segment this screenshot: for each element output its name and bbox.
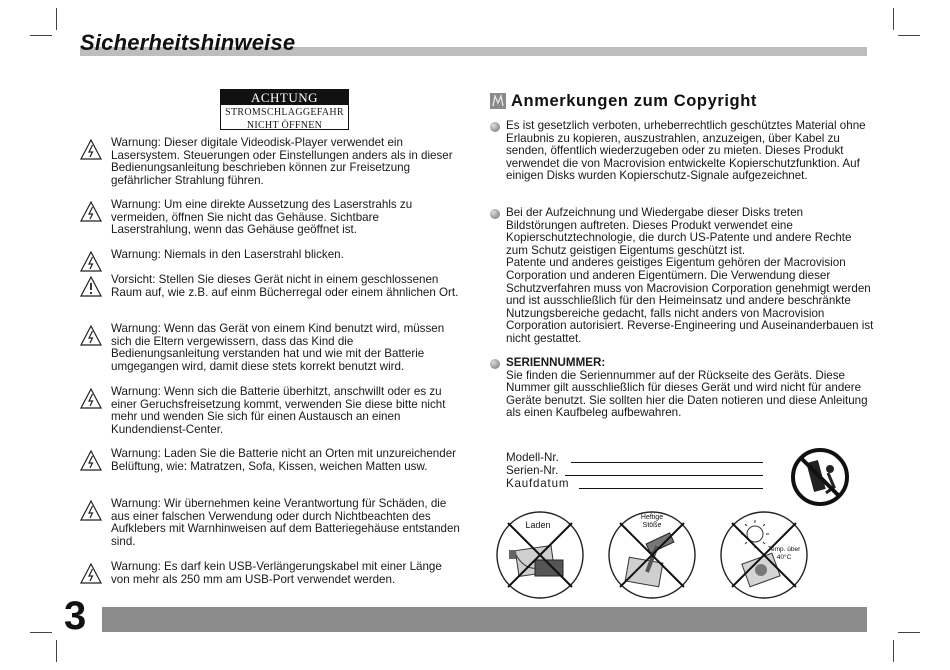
crop-mark xyxy=(898,632,920,633)
bullet-text: Patente und anderes geistiges Eigentum gehören der Macrovision Corporation und anderen Eigentümern. Die Verwendung dieser Schutzverfahren muss von Macrovision Corporation genehmigt werden und ist ausschließlich für den Heimeinsatz und andere beschränkte Nutzungsbereiche gedacht, falls nicht anders von Macrovision Corporation autorisiert. Reverse-Engineering und Auseinanderbauen ist nicht gestattet. xyxy=(506,256,874,345)
model-number-field xyxy=(506,451,559,464)
no-climbing-icon xyxy=(790,447,850,507)
achtung-line1: STROMSCHLAGGEFAHR xyxy=(225,107,344,118)
serial-label: Serien-Nr. xyxy=(506,464,559,477)
heat-label xyxy=(766,546,802,561)
serial-heading: SERIENNUMMER: xyxy=(506,356,606,369)
crop-mark xyxy=(56,640,57,662)
lightning-warning-icon xyxy=(80,201,102,223)
laden-label: Laden xyxy=(525,520,551,530)
lightning-warning-icon xyxy=(80,450,102,472)
heat-label-line1: Temp. über xyxy=(767,546,801,553)
achtung-line2: NICHT ÖFFNEN xyxy=(246,120,323,130)
lightning-warning-icon xyxy=(80,139,102,161)
warning-text: Warnung: Es darf kein USB-Verlängerungskabel mit einer Länge von mehr als 250 mm am USB-Port verwendet werden. xyxy=(111,560,442,586)
bullet-dot-icon xyxy=(490,359,500,369)
bullet-text-group xyxy=(506,207,874,346)
crop-mark xyxy=(56,8,57,30)
achtung-title: ACHTUNG xyxy=(221,90,348,105)
lightning-warning-icon xyxy=(80,388,102,410)
crop-mark xyxy=(30,632,52,633)
crop-mark xyxy=(898,35,920,36)
copyright-title: Anmerkungen zum Copyright xyxy=(511,92,758,110)
serial-number-field xyxy=(506,464,558,477)
lightning-warning-icon xyxy=(80,500,102,522)
date-label: Kaufdatum xyxy=(506,477,570,490)
footer-bar xyxy=(102,607,867,632)
bullet-text: Es ist gesetzlich verboten, urheberrechtlich geschütztes Material ohne Erlaubnis zu kopieren, auszustrahlen, anzuzeigen, über Kabel zu senden, öffentlich wiederzugeben oder zu mieten. Dieses Produkt verwendet die von Macrovision entwickelte Kopierschutzfunktion. Auf einigen Disks wurden Kopierschutz-Signale aufgezeichnet. xyxy=(506,119,866,183)
serial-line xyxy=(565,475,763,476)
warning-text: Warnung: Niemals in den Laserstrahl blicken. xyxy=(111,248,344,261)
serial-text: Sie finden die Seriennummer auf der Rückseite des Geräts. Diese Nummer gilt ausschließlich für dieses Gerät und wird nicht für andere Geräte benutzt. Sie sollten hier die Daten notieren und diese Anleitung als einen Kaufbeleg aufbewahren. xyxy=(506,368,868,420)
serial-text-group xyxy=(506,357,874,420)
lightning-warning-icon xyxy=(80,251,102,273)
bullet-dot-icon xyxy=(490,122,500,132)
warning-text: Vorsicht: Stellen Sie dieses Gerät nicht in einem geschlossenen Raum auf, wie z.B. auf einm Bücherregal oder einem ähnlichen Ort. xyxy=(111,273,459,299)
lightning-warning-icon xyxy=(80,325,102,347)
bullet-text: Bei der Aufzeichnung und Wiedergabe dieser Disks treten Bildstörungen auftreten. Dieses Produkt verwendet eine Kopierschutztechnologie, die durch US-Patente und andere Rechte zum Schutz geistigen Eigentums geschützt ist. xyxy=(506,206,852,257)
impact-label-line1: Heftige xyxy=(640,514,664,521)
warning-text: Warnung: Um eine direkte Aussetzung des Laserstrahls zu vermeiden, öffnen Sie nicht das Gehäuse. Sichtbare Laserstrahlung, wenn das Gehäuse geöffnet ist. xyxy=(111,198,413,237)
exclamation-warning-icon xyxy=(80,276,102,298)
model-line xyxy=(571,462,763,463)
crop-mark xyxy=(893,640,894,662)
warning-text: Warnung: Wenn sich die Batterie überhitzt, anschwillt oder es zu einer Geruchsfreisetzung kommt, verwenden Sie diese bitte nicht mehr und wenden Sie sich für einen Austausch an einen Kundendienst-Center. xyxy=(111,385,446,436)
warning-text: Warnung: Wir übernehmen keine Verantwortung für Schäden, die aus einer falschen Verwendung oder durch Nichtbeachten des Aufklebers mit Warnhinweisen auf dem Batteriegehäuse entstanden sind. xyxy=(111,497,460,548)
warning-text: Warnung: Laden Sie die Batterie nicht an Orten mit unzureichender Belüftung, wie: Matratzen, Sofa, Kissen, weichen Matten usw. xyxy=(111,447,457,473)
warning-text: Warnung: Wenn das Gerät von einem Kind benutzt wird, müssen sich die Eltern vergewissern, dass das Kind die Bedienungsanleitung verstanden hat und wie mit der Batterie umgegangen wird, damit diese stets korrekt benutzt wird. xyxy=(111,322,445,373)
bullet-dot-icon xyxy=(490,209,500,219)
achtung-label xyxy=(220,89,349,130)
page-title: Sicherheitshinweise xyxy=(80,30,296,55)
lightning-warning-icon xyxy=(80,563,102,585)
model-label: Modell-Nr. xyxy=(506,451,559,464)
warning-text: Warnung: Dieser digitale Videodisk-Player verwendet ein Lasersystem. Steuerungen oder Einstellungen anders als in dieser Bedienungsanleitung beschrieben können zur Freisetzung gefährlicher Strahlung führen. xyxy=(111,136,453,187)
impact-label-line2: Stöße xyxy=(642,522,662,529)
purchase-date-field xyxy=(506,477,569,490)
page-number: 3 xyxy=(64,594,87,638)
impact-label xyxy=(632,514,672,530)
date-line xyxy=(579,488,763,489)
crop-mark xyxy=(30,35,52,36)
section-icon xyxy=(490,93,506,109)
heat-label-line2: 40°C xyxy=(776,553,792,561)
crop-mark xyxy=(893,8,894,30)
